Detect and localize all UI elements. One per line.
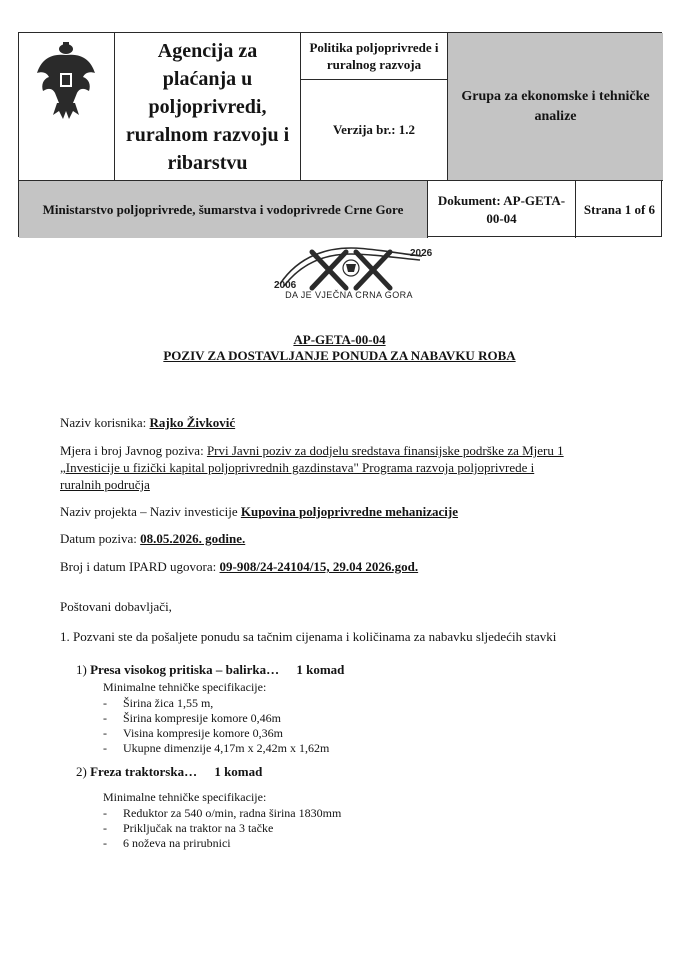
anniversary-year-right: 2026 <box>410 248 433 259</box>
item-2-heading <box>76 764 262 780</box>
item-2-spec: - 6 noževa na prirubnici <box>103 836 231 850</box>
call-value-line-1: Prvi Javni poziv za dodjelu sredstava finansijske podrške za Mjeru 1 <box>206 443 564 458</box>
item-1-spec: - Širina žica 1,55 m, <box>103 696 214 710</box>
date-value: 08.05.2026. godine. <box>140 531 246 546</box>
item-2-number: 2) <box>76 764 87 779</box>
item-2-qty: 1 komad <box>214 764 263 779</box>
beneficiary-value: Rajko Živković <box>149 415 236 430</box>
call-value-line-3: ruralnih područja <box>60 477 150 492</box>
project-row <box>60 503 458 520</box>
item-1-heading <box>76 662 344 678</box>
document-code-label: Dokument: AP-GETA-00-04 <box>428 181 576 238</box>
anniversary-tagline: DA JE VJEČNA CRNA GORA <box>285 290 413 300</box>
group-label: Grupa za ekonomske i tehničke analize <box>448 33 663 181</box>
item-2-spec-heading: Minimalne tehničke specifikacije: <box>103 790 267 804</box>
item-1-name: Presa visokog pritiska – balirka… <box>90 662 280 677</box>
item-1-spec: - Širina kompresije komore 0,46m <box>103 711 281 725</box>
item-2-name: Freza traktorska… <box>90 764 198 779</box>
policy-label: Politika poljoprivrede i ruralnog razvoja <box>301 33 448 80</box>
project-value: Kupovina poljoprivredne mehanizacije <box>240 504 459 519</box>
item-2-spec: - Priključak na traktor na 3 tačke <box>103 821 274 835</box>
item-1-spec: - Visina kompresije komore 0,36m <box>103 726 283 740</box>
page-number-label: Strana 1 of 6 <box>583 201 656 217</box>
anniversary-year-left: 2006 <box>274 280 297 291</box>
item-1-qty: 1 komad <box>296 662 345 677</box>
document-code-title: AP-GETA-00-04 <box>293 332 386 347</box>
document-subject-title: POZIV ZA DOSTAVLJANJE PONUDA ZA NABAVKU ROBA <box>163 348 516 363</box>
version-label: Verzija br.: 1.2 <box>301 80 448 181</box>
contract-row <box>60 558 418 575</box>
ministry-label: Ministarstvo poljoprivrede, šumarstva i vodoprivrede Crne Gore <box>19 181 428 238</box>
contract-label: Broj i datum IPARD ugovora: <box>60 559 217 574</box>
date-label: Datum poziva: <box>60 531 137 546</box>
eagle-emblem-icon <box>19 33 113 133</box>
agency-name: Agencija za plaćanja u poljoprivredi, ruralnom razvoju i ribarstvu <box>115 33 301 181</box>
greeting: Poštovani dobavljači, <box>60 599 172 614</box>
document-header-table <box>18 32 662 237</box>
point-1: 1. Pozvani ste da pošaljete ponudu sa tačnim cijenama i količinama za nabavku sljedećih stavki <box>60 629 557 644</box>
item-1-spec-heading: Minimalne tehničke specifikacije: <box>103 680 267 694</box>
item-1-spec: - Ukupne dimenzije 4,17m x 2,42m x 1,62m <box>103 741 330 755</box>
coat-of-arms-logo <box>19 33 115 181</box>
beneficiary-row <box>60 414 235 431</box>
call-value-line-2: „Investicije u fizički kapital poljoprivrednih gazdinstava" Programa razvoja poljoprivrede i <box>60 460 535 475</box>
item-2-spec: - Reduktor za 540 o/min, radna širina 1830mm <box>103 806 342 820</box>
date-row <box>60 530 245 547</box>
item-1-number: 1) <box>76 662 87 677</box>
project-label: Naziv projekta – Naziv investicije <box>60 504 238 519</box>
contract-value: 09-908/24-24104/15, 29.04 2026.god. <box>219 559 419 574</box>
call-label: Mjera i broj Javnog poziva: <box>60 443 204 458</box>
call-row <box>60 442 564 459</box>
beneficiary-label: Naziv korisnika: <box>60 415 147 430</box>
